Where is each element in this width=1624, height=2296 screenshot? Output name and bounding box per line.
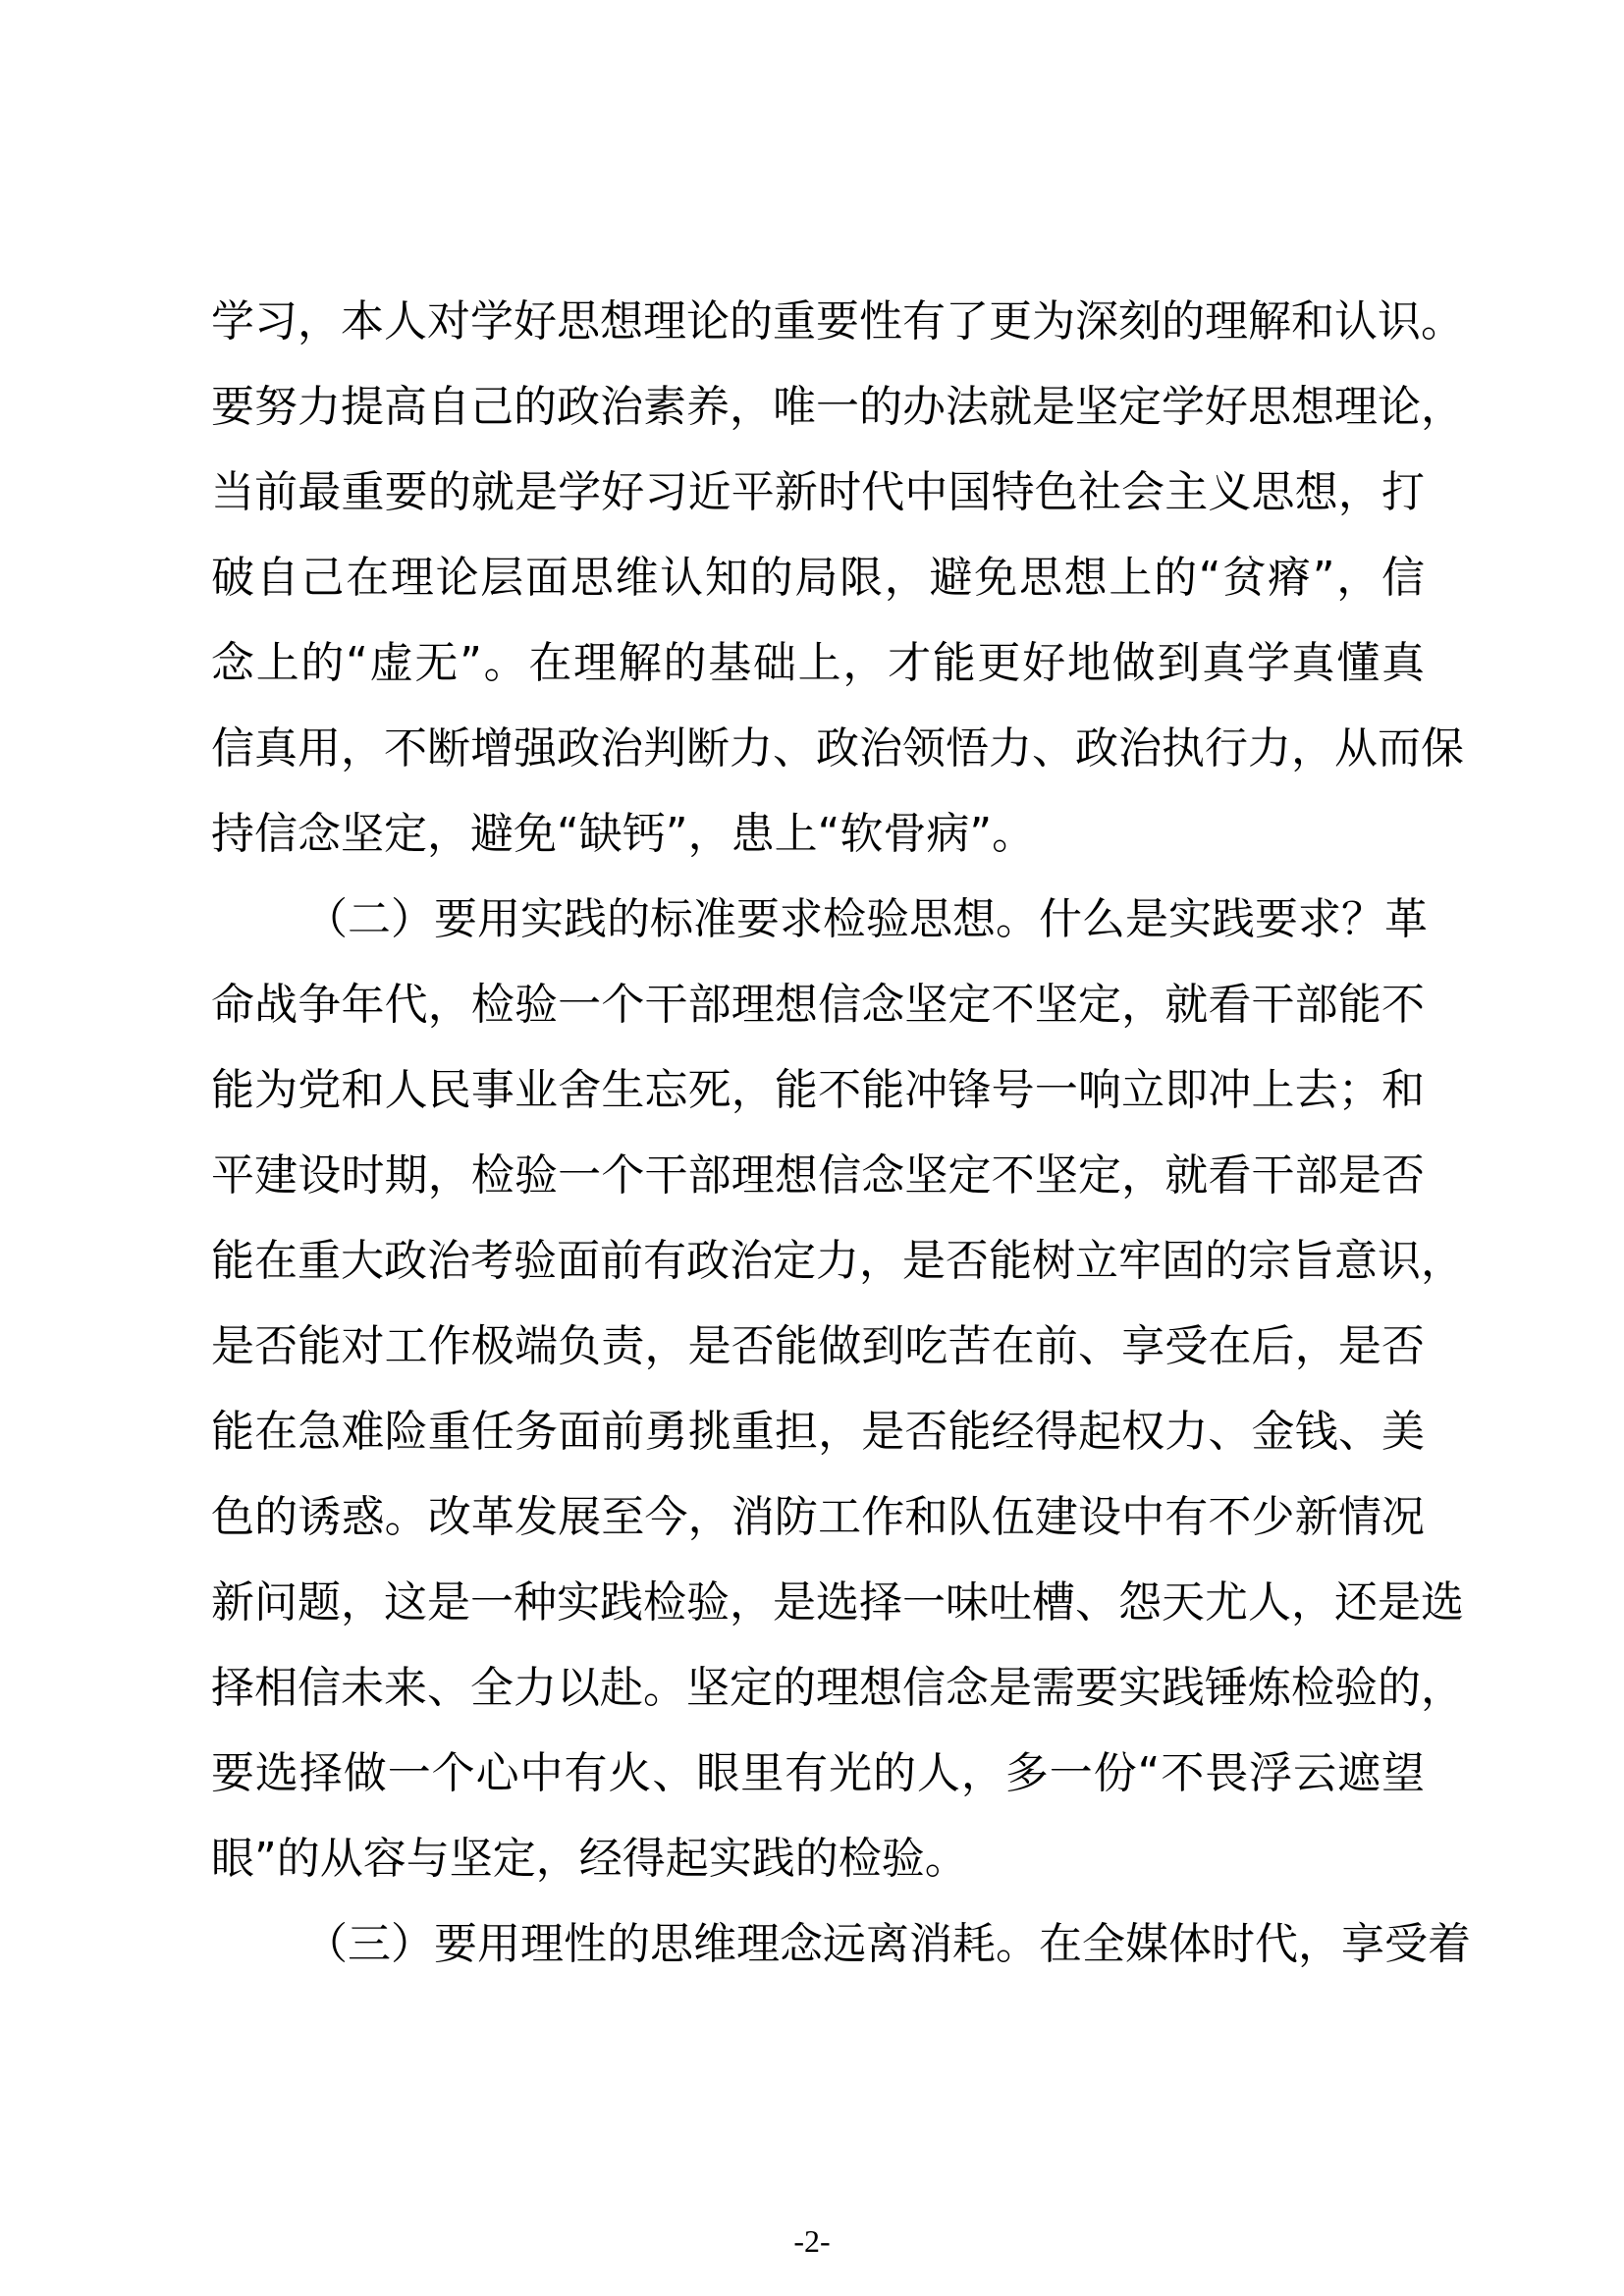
- body-line: 色的诱惑。改革发展至今，消防工作和队伍建设中有不少新情况: [211, 1492, 1425, 1542]
- body-line: 能为党和人民事业舍生忘死，能不能冲锋号一响立即冲上去；和: [211, 1065, 1425, 1115]
- body-line: 要选择做一个心中有火、眼里有光的人，多一份“不畏浮云遮望: [211, 1748, 1425, 1798]
- body-line: 学习，本人对学好思想理论的重要性有了更为深刻的理解和认识。: [211, 296, 1464, 347]
- body-line: 念上的“虚无”。在理解的基础上，才能更好地做到真学真懂真: [211, 638, 1425, 688]
- body-line: 当前最重要的就是学好习近平新时代中国特色社会主义思想，打: [211, 467, 1425, 517]
- body-line: 破自己在理论层面思维认知的局限，避免思想上的“贫瘠”，信: [211, 553, 1425, 603]
- page-number: -2-: [793, 2223, 831, 2259]
- body-line: 择相信未来、全力以赴。坚定的理想信念是需要实践锤炼检验的，: [211, 1663, 1464, 1713]
- body-line: 要努力提高自己的政治素养，唯一的办法就是坚定学好思想理论，: [211, 382, 1464, 432]
- body-line: 持信念坚定，避免“缺钙”，患上“软骨病”。: [211, 809, 1036, 859]
- body-line: 平建设时期，检验一个干部理想信念坚定不坚定，就看干部是否: [211, 1150, 1425, 1201]
- body-line: 是否能对工作极端负责，是否能做到吃苦在前、享受在后，是否: [211, 1321, 1425, 1371]
- body-line: 命战争年代，检验一个干部理想信念坚定不坚定，就看干部能不: [211, 980, 1425, 1030]
- section-heading-line: （三）要用理性的思维理念远离消耗。在全媒体时代，享受着: [304, 1919, 1471, 1969]
- body-line: 新问题，这是一种实践检验，是选择一味吐槽、怨天尤人，还是选: [211, 1577, 1464, 1628]
- section-heading-line: （二）要用实践的标准要求检验思想。什么是实践要求？革: [304, 894, 1428, 944]
- body-line: 信真用，不断增强政治判断力、政治领悟力、政治执行力，从而保: [211, 723, 1464, 774]
- body-line: 能在重大政治考验面前有政治定力，是否能树立牢固的宗旨意识，: [211, 1236, 1464, 1286]
- body-line: 能在急难险重任务面前勇挑重担，是否能经得起权力、金钱、美: [211, 1407, 1425, 1457]
- body-line: 眼”的从容与坚定，经得起实践的检验。: [211, 1834, 968, 1884]
